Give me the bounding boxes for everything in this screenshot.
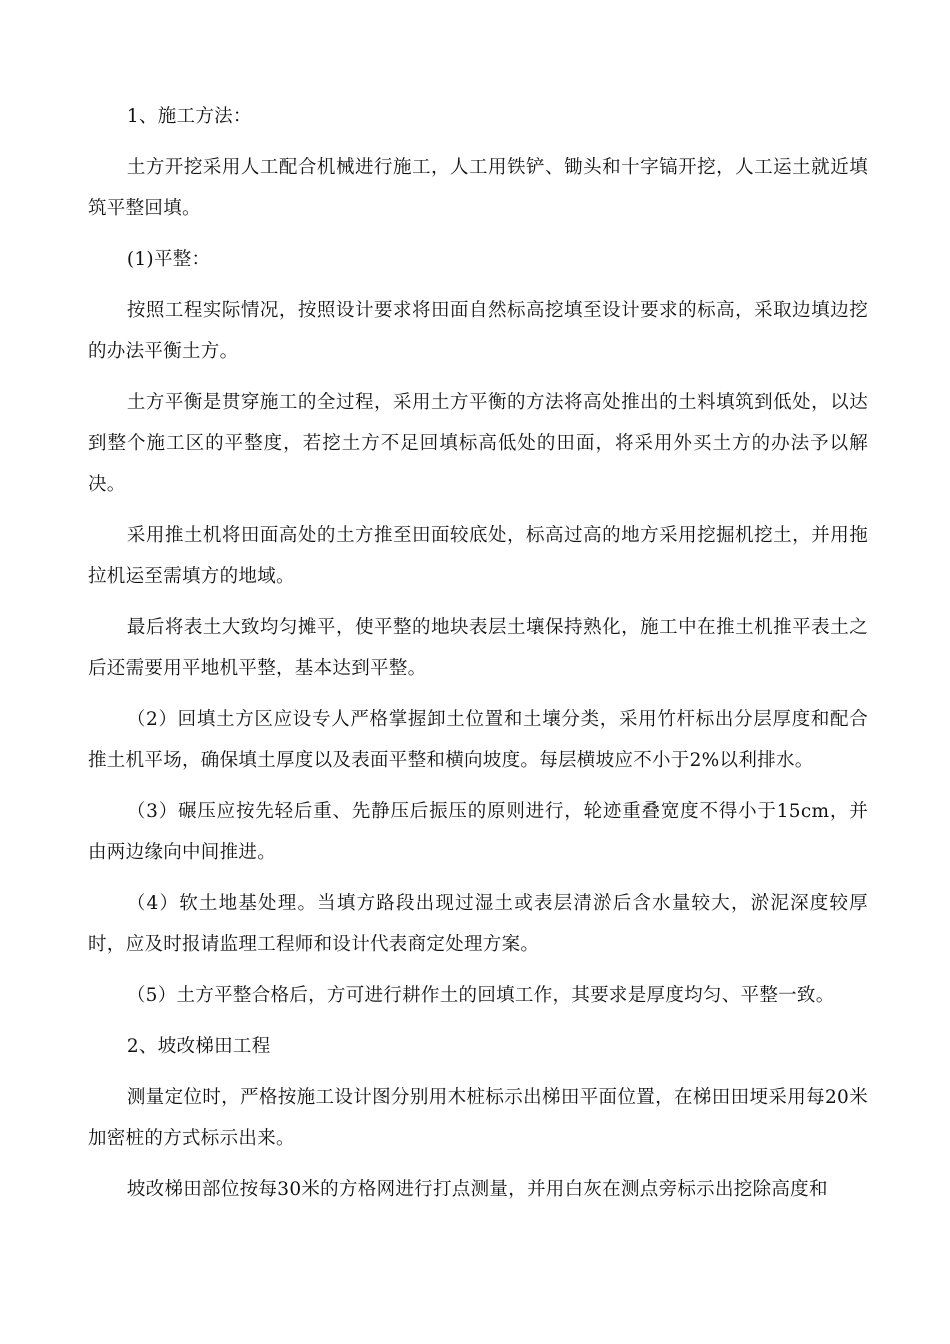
paragraph-survey-positioning: 测量定位时，严格按施工设计图分别用木桩标示出梯田平面位置，在梯田田埂采用每20米加密桩的方式标示出来。 <box>88 1087 868 1149</box>
subheading-leveling: (1)平整： <box>126 249 211 270</box>
paragraph-elevation: 按照工程实际情况，按照设计要求将田面自然标高挖填至设计要求的标高，采取边填边挖的办法平衡土方。 <box>88 300 868 362</box>
section-heading-construction-method: 1、施工方法： <box>126 106 252 127</box>
paragraph-grid-survey: 坡改梯田部位按每30米的方格网进行打点测量，并用白灰在测点旁标示出挖除高度和 <box>126 1179 828 1200</box>
paragraph-item-5-acceptance: （5）土方平整合格后，方可进行耕作土的回填工作，其要求是厚度均匀、平整一致。 <box>126 985 835 1006</box>
paragraph-topsoil: 最后将表土大致均匀摊平，使平整的地块表层土壤保持熟化，施工中在推土机推平表土之后还需要用平地机平整，基本达到平整。 <box>88 617 868 679</box>
paragraph-item-2-backfill: （2）回填土方区应设专人严格掌握卸土位置和土壤分类，采用竹杆标出分层厚度和配合推土机平场，确保填土厚度以及表面平整和横向坡度。每层横坡应不小于2%以利排水。 <box>88 709 868 771</box>
paragraph-earthwork-balance: 土方平衡是贯穿施工的全过程，采用土方平衡的方法将高处推出的土料填筑到低处，以达到整个施工区的平整度，若挖土方不足回填标高低处的田面，将采用外买土方的办法予以解决。 <box>88 392 868 495</box>
paragraph-bulldozer: 采用推土机将田面高处的土方推至田面较底处，标高过高的地方采用挖掘机挖土，并用拖拉机运至需填方的地域。 <box>88 525 868 587</box>
paragraph-item-4-soft-soil: （4）软土地基处理。当填方路段出现过湿土或表层清淤后含水量较大，淤泥深度较厚时，应及时报请监理工程师和设计代表商定处理方案。 <box>88 893 868 955</box>
section-heading-terrace: 2、坡改梯田工程 <box>126 1036 271 1057</box>
document-body <box>88 96 868 1210</box>
paragraph-item-3-compaction: （3）碾压应按先轻后重、先静压后振压的原则进行，轮迹重叠宽度不得小于15cm，并由两边缘向中间推进。 <box>88 801 868 863</box>
paragraph-excavation: 土方开挖采用人工配合机械进行施工，人工用铁铲、锄头和十字镐开挖，人工运土就近填筑平整回填。 <box>88 157 868 219</box>
